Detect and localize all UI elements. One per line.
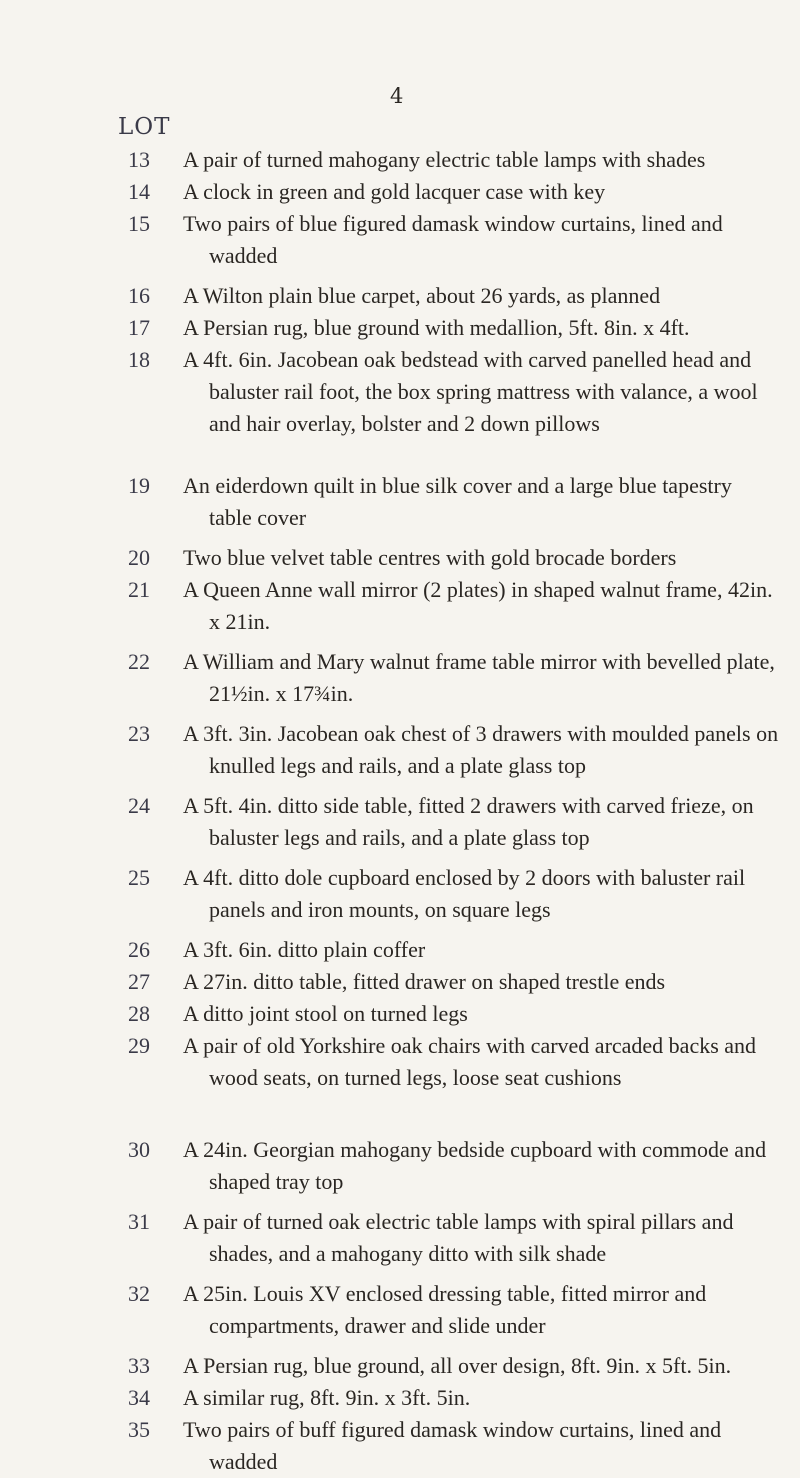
lot-number: 26 [128,937,150,962]
lot-description: A pair of old Yorkshire oak chairs with carved arcaded backs and wood seats, on turned legs, loose seat cushions [183,1033,757,1090]
lot-description: A 4ft. 6in. Jacobean oak bedstead with carved panelled head and baluster rail foot, the box spring mattress with valance, a wool and hair overlay, bolster and 2 down pillows [183,347,758,436]
lot-number: 15 [128,211,150,236]
lot-number: 29 [128,1033,150,1058]
lot-number: 24 [128,793,150,818]
lot-description: A Wilton plain blue carpet, about 26 yards, as planned [183,283,661,308]
lot-number: 27 [128,969,150,994]
lot-number: 33 [128,1353,150,1378]
page-number: 4 [390,84,404,108]
lot-description: A Queen Anne wall mirror (2 plates) in shaped walnut frame, 42in. x 21in. [183,577,773,634]
lot-column-header: LOT [118,114,171,140]
lot-description: A 27in. ditto table, fitted drawer on shaped trestle ends [183,969,666,994]
lot-number: 28 [128,1001,150,1026]
lot-description: A clock in green and gold lacquer case with key [183,179,606,204]
lot-number: 35 [128,1417,150,1442]
lot-description: Two pairs of blue figured damask window curtains, lined and wadded [183,211,723,268]
lot-description: A similar rug, 8ft. 9in. x 3ft. 5in. [183,1385,471,1410]
lot-number: 25 [128,865,150,890]
lot-description: A 3ft. 3in. Jacobean oak chest of 3 drawers with moulded panels on knulled legs and rails, and a plate glass top [183,721,779,778]
lot-description: A ditto joint stool on turned legs [183,1001,468,1026]
lot-description: Two pairs of buff figured damask window curtains, lined and wadded [183,1417,722,1474]
lot-description: A pair of turned oak electric table lamps with spiral pillars and shades, and a mahogany ditto with silk shade [183,1209,734,1266]
lot-description: A 24in. Georgian mahogany bedside cupboard with commode and shaped tray top [183,1137,767,1194]
lot-number: 13 [128,147,150,172]
lot-description: A 3ft. 6in. ditto plain coffer [183,937,426,962]
lot-description: A pair of turned mahogany electric table lamps with shades [183,147,706,172]
lot-number: 31 [128,1209,150,1234]
lot-description: A 5ft. 4in. ditto side table, fitted 2 drawers with carved frieze, on baluster legs and rails, and a plate glass top [183,793,754,850]
lot-number: 22 [128,649,150,674]
lot-number: 23 [128,721,150,746]
lot-number: 14 [128,179,150,204]
lot-number: 17 [128,315,150,340]
lot-number: 16 [128,283,150,308]
lot-number: 20 [128,545,150,570]
lot-number: 21 [128,577,150,602]
lot-description: A 25in. Louis XV enclosed dressing table, fitted mirror and compartments, drawer and slide under [183,1281,707,1338]
lot-description: Two blue velvet table centres with gold brocade borders [183,545,677,570]
lot-description: A Persian rug, blue ground, all over design, 8ft. 9in. x 5ft. 5in. [183,1353,732,1378]
lot-number: 32 [128,1281,150,1306]
lot-number: 34 [128,1385,150,1410]
lot-description: An eiderdown quilt in blue silk cover and a large blue tapestry table cover [183,473,732,530]
lot-number: 18 [128,347,150,372]
lot-number: 19 [128,473,150,498]
lot-description: A 4ft. ditto dole cupboard enclosed by 2 doors with baluster rail panels and iron mounts, on square legs [183,865,746,922]
lot-number: 30 [128,1137,150,1162]
lot-description: A William and Mary walnut frame table mirror with bevelled plate, 21½in. x 17¾in. [183,649,775,706]
lot-description: A Persian rug, blue ground with medallion, 5ft. 8in. x 4ft. [183,315,690,340]
